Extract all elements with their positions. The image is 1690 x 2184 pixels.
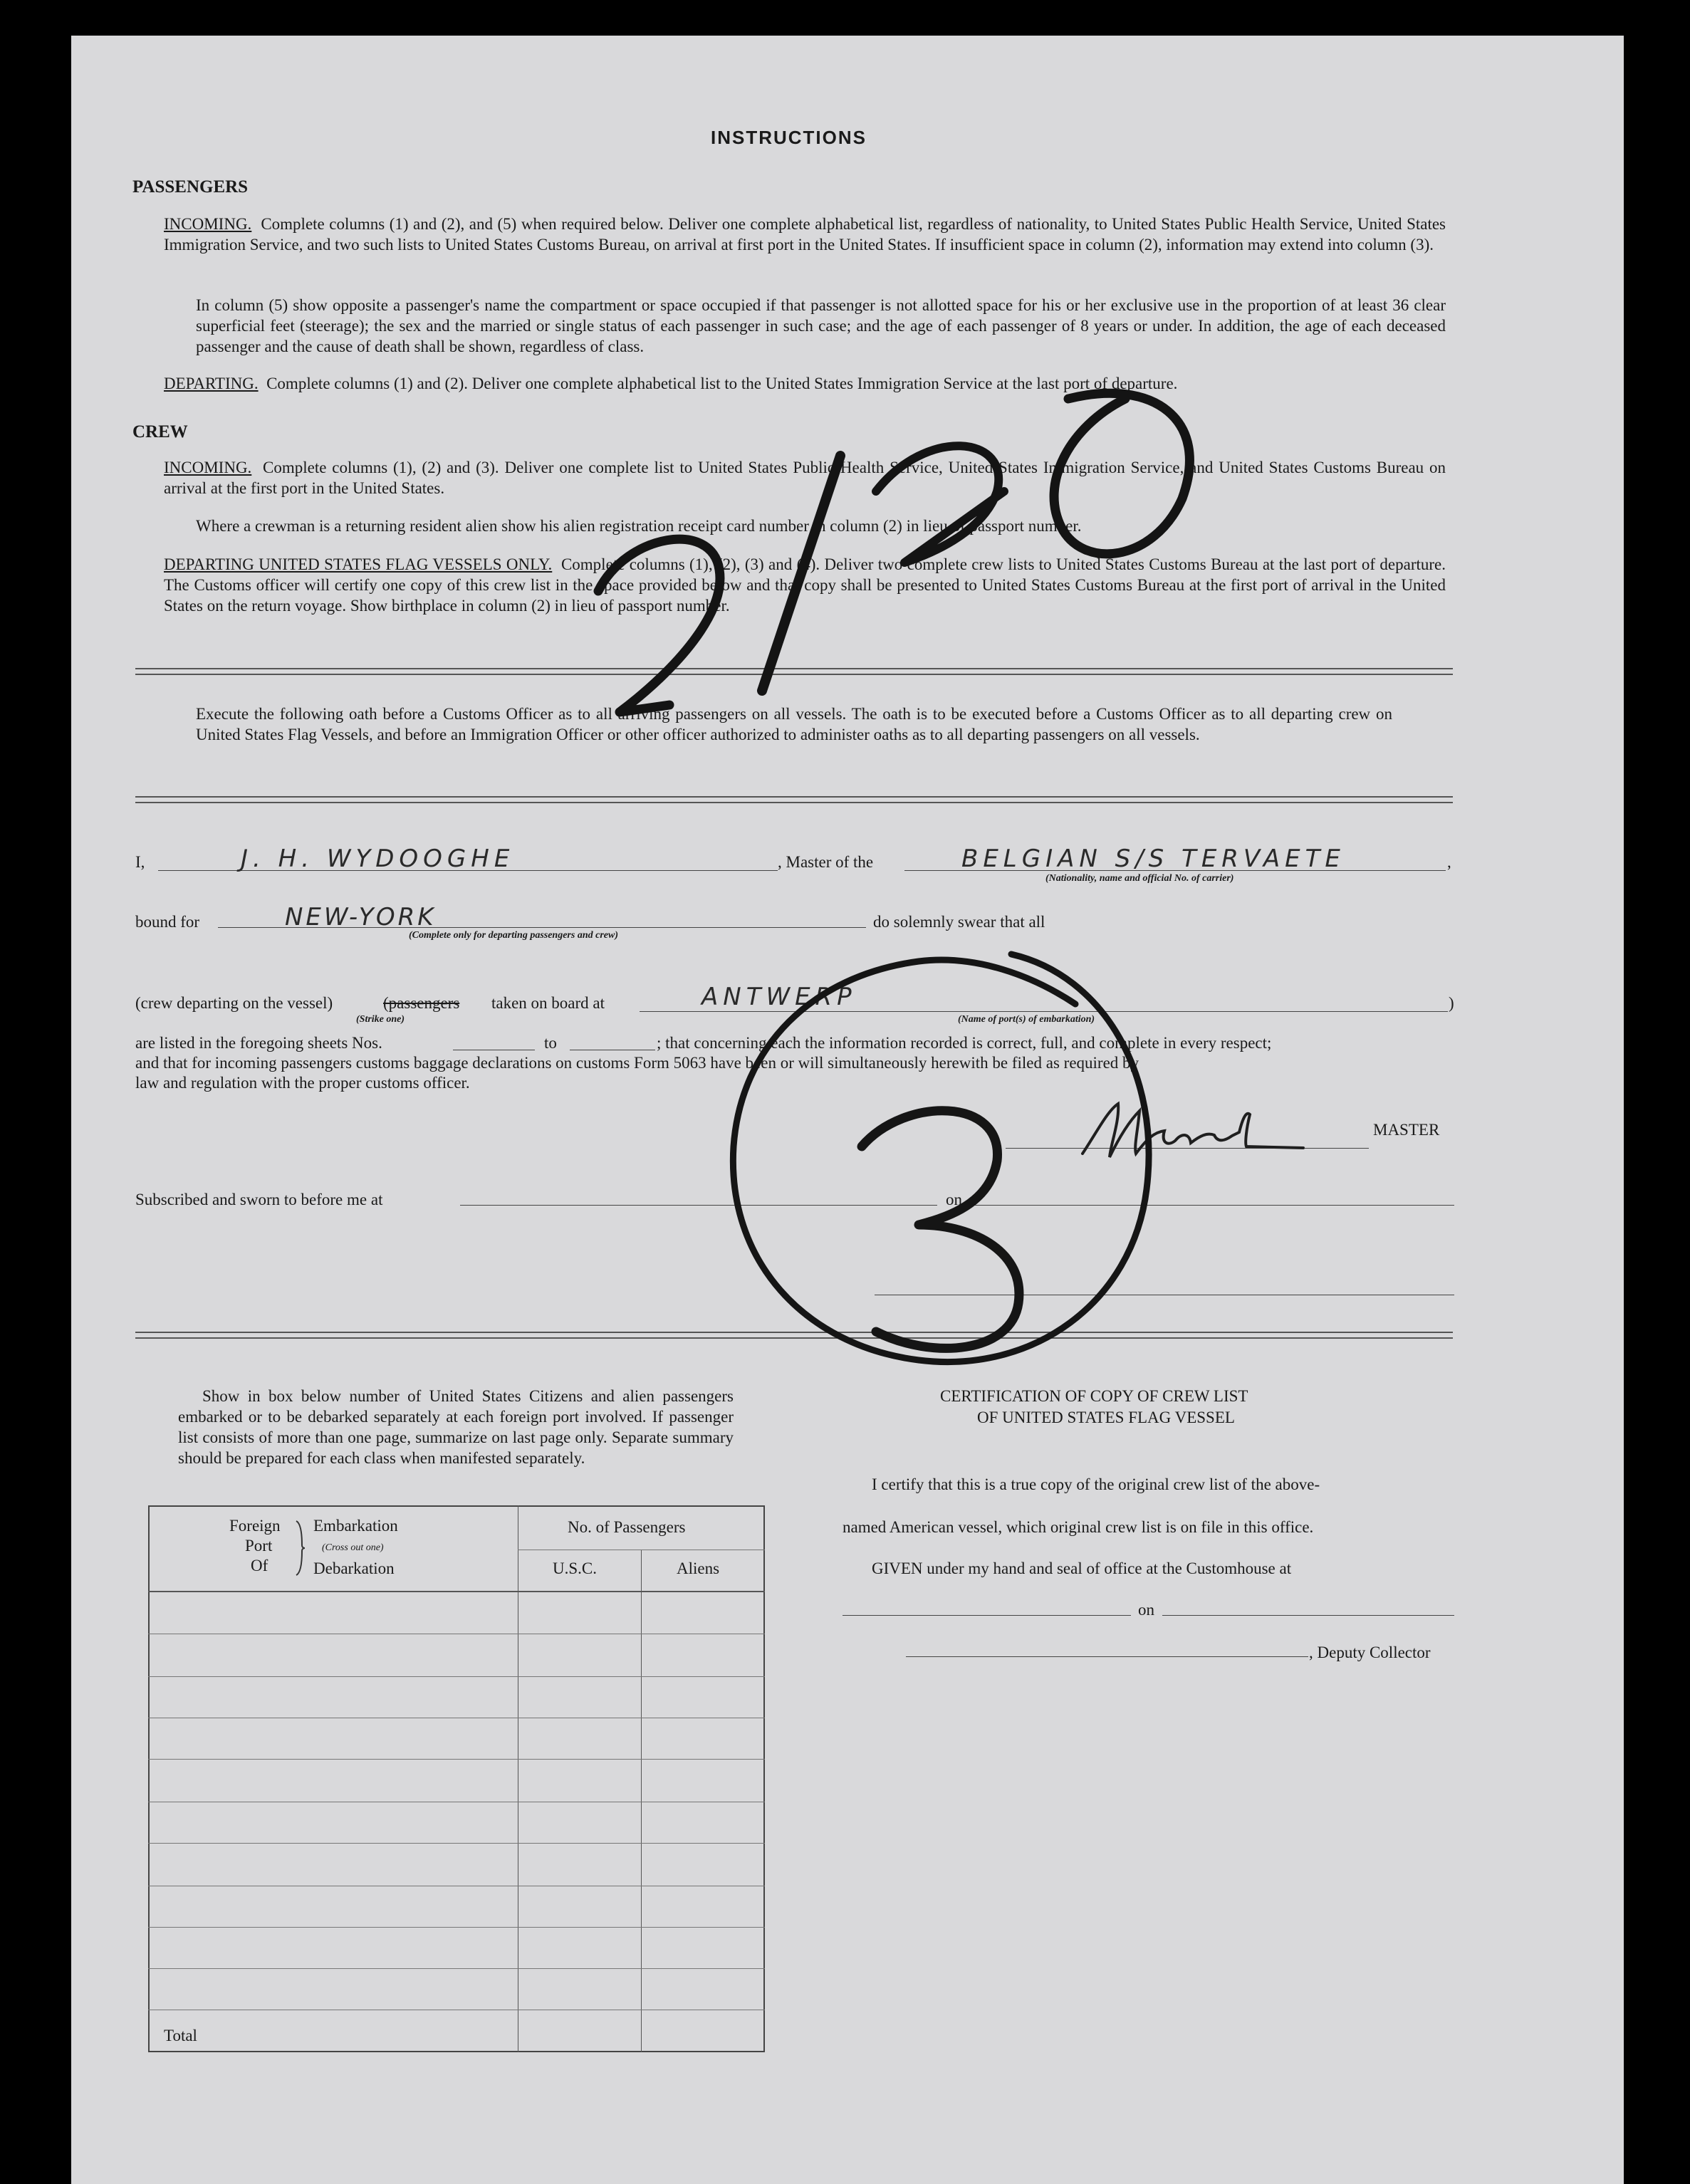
of-label: Of	[251, 1557, 268, 1574]
passengers-column5-paragraph: In column (5) show opposite a passenger's name the compartment or space occupied if that passenger is not allotted space for his or her exclusive use in the proportion of at least 36 clear superficial feet (steerage); the sex and the married or single status of each passenger in such case; and the age of each passenger of 8 years or under. In addition, the age of each deceased passenger and the cause of death shall be shown, regardless of class.	[196, 296, 1446, 355]
certification-title-1: CERTIFICATION OF COPY OF CREW LIST	[940, 1387, 1248, 1405]
no-of-passengers-header: No. of Passengers	[568, 1518, 686, 1536]
port-line-end: )	[1449, 994, 1454, 1012]
foreign-label: Foreign	[229, 1517, 281, 1535]
passengers-incoming-label: INCOMING.	[164, 215, 252, 233]
subscribed-on-label: on	[946, 1191, 962, 1208]
passengers-departing-label: DEPARTING.	[164, 375, 259, 392]
customhouse-line	[843, 1615, 1131, 1616]
table-row-line	[148, 1927, 765, 1928]
section-divider	[135, 796, 1453, 798]
deputy-collector-line	[906, 1656, 1308, 1657]
table-row-line	[148, 1843, 765, 1844]
certification-text-1: I certify that this is a true copy of the original crew list of the above-	[872, 1475, 1320, 1493]
master-name: J. H. WYDOOGHE	[241, 845, 515, 873]
swear-label: do solemnly swear that all	[873, 913, 1045, 931]
table-header-divider	[148, 1591, 765, 1592]
total-label: Total	[164, 2027, 197, 2044]
master-of-label: , Master of the	[778, 853, 874, 871]
table-row-line	[148, 1676, 765, 1677]
crew-departing-text: Complete columns (1), (2), (3) and (4). Deliver two complete crew lists to United States Customs Bureau at the last port of departure. The Customs officer will certify one copy of this crew list in the space provided below and that copy shall be presented to United States Customs Bureau at the first port of arrival in the United States on the return voyage. Show birthplace in column (2) in lieu of passport number.	[164, 555, 1446, 615]
certification-title-2: OF UNITED STATES FLAG VESSEL	[977, 1409, 1235, 1426]
handwritten-number	[570, 356, 1225, 741]
listed-text-3: and that for incoming passengers customs baggage declarations on customs Form 5063 have been or will simultaneously herewith be filed as required by	[135, 1054, 1139, 1072]
usc-header: U.S.C.	[553, 1559, 597, 1577]
vessel-name: BELGIAN S/S TERVAETE	[961, 845, 1345, 873]
passengers-heading: PASSENGERS	[132, 177, 249, 197]
section-divider	[135, 802, 1453, 803]
circled-number	[705, 933, 1175, 1389]
deputy-collector-label: , Deputy Collector	[1309, 1644, 1431, 1661]
page-title: INSTRUCTIONS	[711, 127, 867, 148]
crew-departing-option: (crew departing on the vessel)	[135, 994, 333, 1012]
strike-caption: (Strike one)	[356, 1014, 405, 1025]
crew-heading: CREW	[132, 422, 188, 441]
certification-given: GIVEN under my hand and seal of office at the Customhouse at	[872, 1559, 1292, 1577]
passengers-departing-text: Complete columns (1) and (2). Deliver one complete alphabetical list to the United States Immigration Service at the last port of departure.	[266, 375, 1178, 392]
subscribed-label: Subscribed and sworn to before me at	[135, 1191, 383, 1208]
taken-on-board-label: taken on board at	[491, 994, 605, 1012]
port-value: ANTWERP	[701, 983, 857, 1011]
crew-incoming-label: INCOMING.	[164, 459, 252, 476]
certification-date-line	[1162, 1615, 1454, 1616]
table-row-line	[148, 1968, 765, 1969]
passengers-option-struck: (passengers	[383, 994, 460, 1012]
master-label: MASTER	[1373, 1121, 1440, 1139]
certification-text-2: named American vessel, which original crew list is on file in this office.	[843, 1518, 1314, 1536]
bound-for-value: NEW-YORK	[285, 903, 437, 931]
debarkation-label: Debarkation	[313, 1559, 395, 1577]
oath-instructions: Execute the following oath before a Customs Officer as to all arriving passengers on all vessels. The oath is to be executed before a Customs Officer as to all departing crew on United States Flag Vessels, and before an Immigration Officer or other officer authorized to administer oaths as to all departing passengers on all vessels.	[196, 705, 1392, 743]
to-label: to	[544, 1034, 557, 1052]
crew-departing-label: DEPARTING UNITED STATES FLAG VESSELS ONLY.	[164, 555, 553, 573]
table-row-line	[148, 1759, 765, 1760]
summary-note: Show in box below number of United States Citizens and alien passengers embarked or to be debarked separately at each foreign port involved. If passenger list consists of more than one page, summarize on last page only. Separate summary should be prepared for each class when manifested separately.	[178, 1387, 734, 1467]
embarkation-label: Embarkation	[313, 1517, 398, 1535]
passengers-incoming-paragraph	[164, 214, 1446, 255]
crew-incoming-text: Complete columns (1), (2) and (3). Deliver one complete list to United States Public Health Service, United States Immigration Service, and United States Customs Bureau on arrival at the first port in the United States.	[164, 459, 1446, 497]
vessel-line-end: ,	[1447, 853, 1451, 871]
cross-out-caption: (Cross out one)	[322, 1542, 384, 1553]
certification-on-label: on	[1138, 1601, 1154, 1619]
port-caption: (Name of port(s) of embarkation)	[958, 1014, 1095, 1025]
listed-text-2: ; that concerning each the information recorded is correct, full, and complete in every respect;	[657, 1034, 1272, 1052]
brace-icon	[295, 1520, 306, 1577]
port-label: Port	[245, 1537, 273, 1555]
oath-i-label: I,	[135, 853, 145, 871]
listed-text-4: law and regulation with the proper customs officer.	[135, 1074, 470, 1092]
listed-text-1: are listed in the foregoing sheets Nos.	[135, 1034, 382, 1052]
bound-caption: (Complete only for departing passengers and crew)	[409, 930, 618, 941]
aliens-header: Aliens	[677, 1559, 720, 1577]
bound-for-label: bound for	[135, 913, 200, 931]
crew-resident-text: Where a crewman is a returning resident alien show his alien registration receipt card number in column (2) in lieu of passport number.	[196, 517, 1082, 535]
passenger-summary-table	[148, 1505, 765, 2052]
passengers-incoming-text: Complete columns (1) and (2), and (5) when required below. Deliver one complete alphabetical list, regardless of nationality, to United States Public Health Service, United States Immigration Service, and two such lists to United States Customs Bureau, on arrival at first port in the United States. If insufficient space in column (2), information may extend into column (3).	[164, 215, 1446, 254]
vessel-caption: (Nationality, name and official No. of carrier)	[1045, 873, 1234, 884]
table-divider	[641, 1550, 642, 2052]
